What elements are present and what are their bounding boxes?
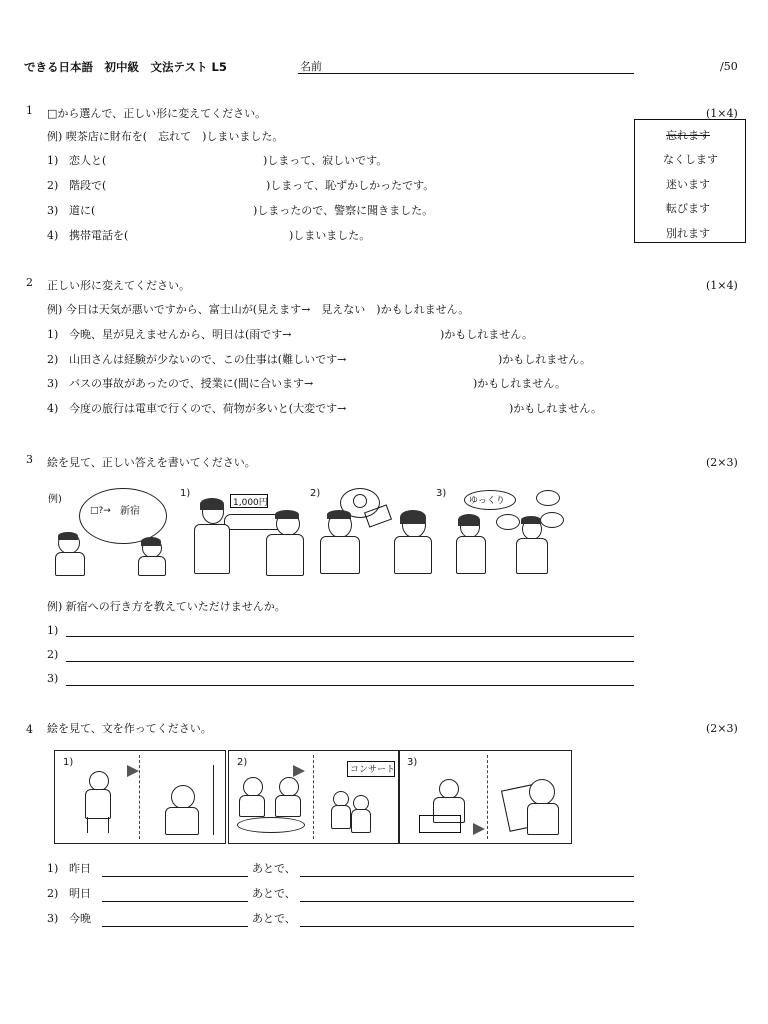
- q3-picture-2: [310, 486, 435, 576]
- person-head: [439, 779, 459, 799]
- pic-label: 2): [237, 757, 248, 768]
- person-body: [275, 795, 301, 817]
- person-body: [239, 795, 265, 817]
- q4-number: 4: [26, 723, 33, 736]
- person-body: [165, 807, 199, 835]
- table-with-plates: [237, 817, 305, 833]
- q2-item-text: バスの事故があったので、授業に(間に合います→: [69, 377, 314, 390]
- q2-item-text: 今晩、星が見えませんから、明日は(雨です→: [69, 328, 292, 341]
- q1-number: 1: [26, 104, 33, 117]
- person-head: [171, 785, 195, 809]
- bubble-text: ゆっくり: [469, 496, 505, 506]
- answer-line[interactable]: [102, 901, 248, 902]
- q1-item-no: 3): [47, 204, 59, 217]
- person-body: [331, 805, 351, 829]
- q3-line-no: 3): [47, 672, 59, 685]
- q4-picture-3: [398, 750, 572, 844]
- q4-instruction: 絵を見て、文を作ってください。: [47, 722, 212, 735]
- person-body: [516, 538, 548, 574]
- person-head: [279, 777, 299, 797]
- arrow-icon: [293, 765, 305, 777]
- person-body: [194, 524, 230, 574]
- q3-example: 例) 新宿への行き方を教えていただけませんか。: [47, 600, 286, 613]
- choice-used: 忘れます: [666, 129, 710, 142]
- q3-picture-1: [180, 486, 305, 576]
- q4-item-no: 1): [47, 862, 59, 875]
- person-body: [55, 552, 85, 576]
- q2-item-no: 3): [47, 377, 59, 390]
- name-field[interactable]: [298, 73, 634, 74]
- panel-divider: [313, 755, 314, 839]
- q2-item-text: 今度の旅行は電車で行くので、荷物が多いと(大変です→: [69, 402, 347, 415]
- person-hair: [141, 537, 161, 546]
- q2-instruction: 正しい形に変えてください。: [47, 279, 190, 292]
- q2-item-text: )かもしれません。: [473, 377, 566, 390]
- answer-line[interactable]: [66, 636, 634, 637]
- person-legs: [87, 817, 109, 833]
- person-head: [243, 777, 263, 797]
- q1-item-text: 道に(: [69, 204, 96, 217]
- speech-bubble: [536, 490, 560, 506]
- sign-text: コンサート: [350, 765, 396, 775]
- q4-picture-1: [54, 750, 226, 844]
- q4-item-mid: あとで、: [252, 912, 296, 925]
- person-body: [527, 803, 559, 835]
- q1-instruction: □から選んで、正しい形に変えてください。: [47, 107, 267, 120]
- choice-item: なくします: [663, 153, 718, 166]
- q2-item-text: )かもしれません。: [498, 353, 591, 366]
- q2-item-no: 1): [47, 328, 59, 341]
- q2-item-text: 山田さんは経験が少ないので、この仕事は(難しいです→: [69, 353, 347, 366]
- map-icon: □?→: [90, 506, 111, 516]
- q1-item-no: 1): [47, 154, 59, 167]
- answer-line[interactable]: [300, 926, 634, 927]
- q2-item-text: )かもしれません。: [440, 328, 533, 341]
- q1-item-text: )しまって、寂しいです。: [263, 154, 388, 167]
- person-hair: [400, 510, 426, 524]
- choice-item: 迷います: [666, 178, 710, 191]
- q4-item-word: 昨日: [69, 862, 91, 875]
- person-body: [138, 556, 166, 576]
- person-hair: [58, 532, 78, 540]
- q3-line-no: 2): [47, 648, 59, 661]
- choice-item: 転びます: [666, 202, 710, 215]
- pic-label: 3): [436, 488, 447, 499]
- q1-item-text: )しまいました。: [289, 229, 371, 242]
- q3-instruction: 絵を見て、正しい答えを書いてください。: [47, 456, 256, 469]
- desk-papers: [419, 815, 461, 833]
- q2-number: 2: [26, 276, 33, 289]
- pic-label: 3): [407, 757, 418, 768]
- q1-item-text: )しまって、恥ずかしかったです。: [266, 179, 435, 192]
- q1-item-text: 恋人と(: [69, 154, 107, 167]
- person-body: [456, 536, 486, 574]
- arrow-icon: [127, 765, 139, 777]
- pic-label: 1): [180, 488, 191, 499]
- pic-label: 例): [48, 494, 62, 505]
- panel-divider: [487, 755, 488, 839]
- panel-divider: [139, 755, 140, 839]
- q3-picture-3: [436, 486, 566, 576]
- answer-line[interactable]: [66, 685, 634, 686]
- person-hair: [275, 510, 299, 519]
- q1-item-text: )しまったので、警察に聞きました。: [253, 204, 434, 217]
- q4-item-mid: あとで、: [252, 862, 296, 875]
- page-title: できる日本語 初中級 文法テスト L5: [24, 60, 227, 74]
- name-label: 名前: [300, 60, 322, 73]
- q2-item-text: )かもしれません。: [509, 402, 602, 415]
- person-head: [529, 779, 555, 805]
- q3-picture-example: [46, 486, 171, 576]
- q1-item-no: 2): [47, 179, 59, 192]
- person-hair: [458, 514, 480, 526]
- q1-example: 例) 喫茶店に財布を( 忘れて )しまいました。: [47, 130, 284, 143]
- bubble-text: 新宿: [120, 506, 140, 517]
- q4-item-no: 2): [47, 887, 59, 900]
- q1-item-text: 階段で(: [69, 179, 107, 192]
- speech-bubble: [496, 514, 520, 530]
- person-hair: [327, 510, 351, 519]
- arrow-icon: [473, 823, 485, 835]
- pic-label: 1): [63, 757, 74, 768]
- q2-item-no: 4): [47, 402, 59, 415]
- q2-item-no: 2): [47, 353, 59, 366]
- q2-points: (1×4): [706, 279, 738, 292]
- answer-line[interactable]: [300, 901, 634, 902]
- speech-bubble: [540, 512, 564, 528]
- price-text: 1,000円: [233, 498, 268, 508]
- q3-number: 3: [26, 453, 33, 466]
- person-body: [351, 809, 371, 833]
- answer-line[interactable]: [102, 876, 248, 877]
- face-icon: [353, 494, 367, 508]
- q3-line-no: 1): [47, 624, 59, 637]
- q2-example: 例) 今日は天気が悪いですから、富士山が(見えます→ 見えない )かもしれません。: [47, 303, 470, 316]
- person-body: [320, 536, 360, 574]
- q4-item-word: 今晩: [69, 912, 91, 925]
- person-head: [89, 771, 109, 791]
- person-hair: [200, 498, 224, 510]
- q4-points: (2×3): [706, 722, 738, 735]
- person-hair: [521, 516, 541, 524]
- q1-item-text: 携帯電話を(: [69, 229, 129, 242]
- person-body: [85, 789, 111, 819]
- person-body: [394, 536, 432, 574]
- answer-line[interactable]: [300, 876, 634, 877]
- choice-item: 別れます: [666, 227, 710, 240]
- pic-label: 2): [310, 488, 321, 499]
- q1-item-no: 4): [47, 229, 59, 242]
- total-score: /50: [720, 60, 738, 73]
- answer-line[interactable]: [102, 926, 248, 927]
- person-body: [266, 534, 304, 576]
- q4-picture-2: [228, 750, 400, 844]
- q4-item-word: 明日: [69, 887, 91, 900]
- q1-points: (1×4): [706, 107, 738, 120]
- q3-points: (2×3): [706, 456, 738, 469]
- q4-item-no: 3): [47, 912, 59, 925]
- shower-pipe: [205, 765, 214, 835]
- answer-line[interactable]: [66, 661, 634, 662]
- q4-item-mid: あとで、: [252, 887, 296, 900]
